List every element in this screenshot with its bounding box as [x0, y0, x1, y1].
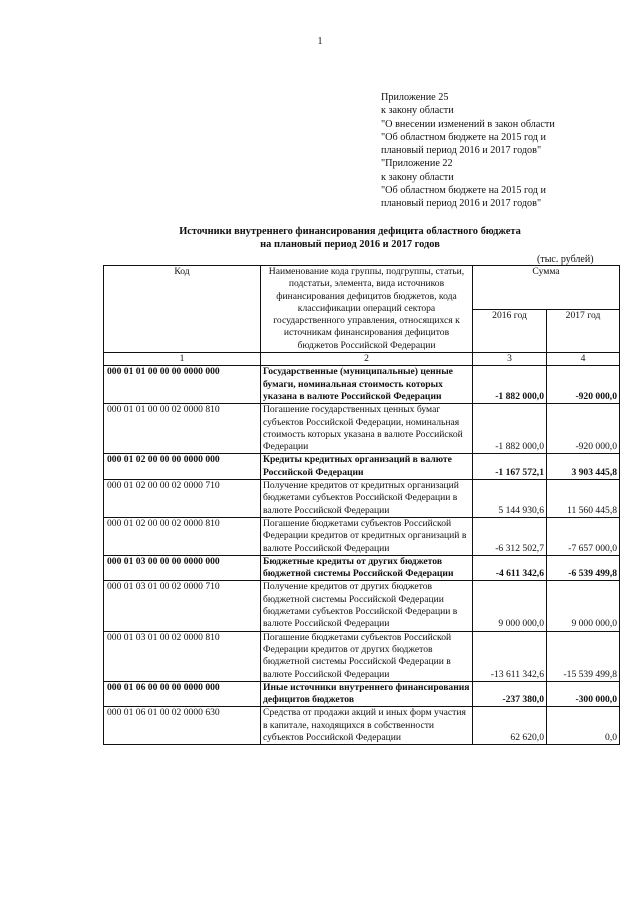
row-name-cell: Средства от продажи акций и иных форм участия в капитале, находящихся в собственности субъектов Российской Федерации [261, 707, 473, 745]
table-row [104, 480, 620, 518]
appendix-line: "Об областном бюджете на 2015 год и [381, 185, 546, 197]
row-name-cell: Кредиты кредитных организаций в валюте Российской Федерации [261, 454, 473, 480]
title-line: на плановый период 2016 и 2017 годов [260, 239, 440, 250]
table-row [104, 707, 620, 745]
row-code-cell: 000 01 02 00 00 02 0000 810 [104, 517, 261, 555]
row-name-cell: Погашение бюджетами субъектов Российской Федерации кредитов от кредитных организаций в валюте Российской Федерации [261, 517, 473, 555]
document-title [0, 225, 640, 251]
appendix-line: "Об областном бюджете на 2015 год и [381, 131, 546, 143]
row-value-2017-cell: 11 560 445,8 [547, 480, 620, 518]
table-row [104, 404, 620, 454]
appendix-line: к закону области [381, 171, 454, 183]
row-value-2016-cell: -237 380,0 [473, 681, 547, 707]
column-numbers-row [104, 353, 620, 366]
appendix-line: Приложение 25 [381, 92, 449, 103]
header-2017: 2017 год [547, 309, 620, 353]
row-code-cell: 000 01 06 00 00 00 0000 000 [104, 681, 261, 707]
page-number: 1 [317, 36, 323, 47]
row-code-cell: 000 01 01 00 00 00 0000 000 [104, 366, 261, 404]
row-code-cell: 000 01 02 00 00 00 0000 000 [104, 454, 261, 480]
row-value-2017-cell: -6 539 499,8 [547, 555, 620, 581]
appendix-line: "О внесении изменений в закон области [381, 118, 555, 130]
row-name-cell: Погашение бюджетами субъектов Российской Федерации кредитов от других бюджетов бюджетной системы Российской Федерации в валюте Российской Федерации [261, 631, 473, 681]
row-value-2016-cell: -1 882 000,0 [473, 404, 547, 454]
row-name-cell: Получение кредитов от других бюджетов бюджетной системы Российской Федерации бюджетами субъектов Российской Федерации в валюте Российской Федерации [261, 581, 473, 631]
appendix-line: плановый период 2016 и 2017 годов" [381, 145, 542, 157]
row-code-cell: 000 01 03 01 00 02 0000 710 [104, 581, 261, 631]
table-row [104, 681, 620, 707]
row-code-cell: 000 01 03 00 00 00 0000 000 [104, 555, 261, 581]
table-row [104, 631, 620, 681]
row-code-cell: 000 01 02 00 00 02 0000 710 [104, 480, 261, 518]
table-row [104, 517, 620, 555]
row-name-cell: Погашение государственных ценных бумаг субъектов Российской Федерации, номинальная стоимость которых указана в валюте Российской Федерации [261, 404, 473, 454]
appendix-line: "Приложение 22 [381, 158, 453, 170]
row-value-2017-cell: -7 657 000,0 [547, 517, 620, 555]
row-value-2017-cell: -920 000,0 [547, 366, 620, 404]
header-name: Наименование кода группы, подгруппы, статьи, подстатьи, элемента, вида источников финансирования дефицитов бюджетов, кода классификации операций сектора государственного управления, относящихся к источникам финансирования дефицитов бюджетов Российской Федерации [261, 266, 473, 353]
units-label: (тыс. рублей) [537, 254, 594, 265]
column-number: 4 [547, 353, 620, 366]
row-code-cell: 000 01 01 00 00 02 0000 810 [104, 404, 261, 454]
row-value-2017-cell: -15 539 499,8 [547, 631, 620, 681]
row-value-2016-cell: 62 620,0 [473, 707, 547, 745]
header-code: Код [104, 266, 261, 353]
table-row [104, 581, 620, 631]
row-code-cell: 000 01 03 01 00 02 0000 810 [104, 631, 261, 681]
row-value-2016-cell: -1 882 000,0 [473, 366, 547, 404]
row-value-2017-cell: -920 000,0 [547, 404, 620, 454]
row-value-2017-cell: 3 903 445,8 [547, 454, 620, 480]
row-code-cell: 000 01 06 01 00 02 0000 630 [104, 707, 261, 745]
row-name-cell: Иные источники внутреннего финансирования дефицитов бюджетов [261, 681, 473, 707]
title-line: Источники внутреннего финансирования дефицита областного бюджета [179, 226, 521, 237]
row-value-2016-cell: -13 611 342,6 [473, 631, 547, 681]
column-number: 2 [261, 353, 473, 366]
financing-sources-table [103, 265, 620, 745]
row-value-2017-cell: 9 000 000,0 [547, 581, 620, 631]
row-value-2016-cell: -6 312 502,7 [473, 517, 547, 555]
row-value-2016-cell: -1 167 572,1 [473, 454, 547, 480]
row-value-2017-cell: -300 000,0 [547, 681, 620, 707]
column-number: 1 [104, 353, 261, 366]
row-value-2016-cell: -4 611 342,6 [473, 555, 547, 581]
row-value-2016-cell: 5 144 930,6 [473, 480, 547, 518]
header-2016: 2016 год [473, 309, 547, 353]
table-row [104, 454, 620, 480]
column-number: 3 [473, 353, 547, 366]
row-name-cell: Государственные (муниципальные) ценные бумаги, номинальная стоимость которых указана в валюте Российской Федерации [261, 366, 473, 404]
appendix-line: плановый период 2016 и 2017 годов" [381, 198, 542, 210]
appendix-block [381, 91, 555, 211]
table-row [104, 366, 620, 404]
appendix-line: к закону области [381, 105, 454, 117]
table-header-row [104, 266, 620, 310]
header-sum: Сумма [473, 266, 620, 310]
row-name-cell: Бюджетные кредиты от других бюджетов бюджетной системы Российской Федерации [261, 555, 473, 581]
table-row [104, 555, 620, 581]
row-value-2016-cell: 9 000 000,0 [473, 581, 547, 631]
row-value-2017-cell: 0,0 [547, 707, 620, 745]
row-name-cell: Получение кредитов от кредитных организаций бюджетами субъектов Российской Федерации в валюте Российской Федерации [261, 480, 473, 518]
